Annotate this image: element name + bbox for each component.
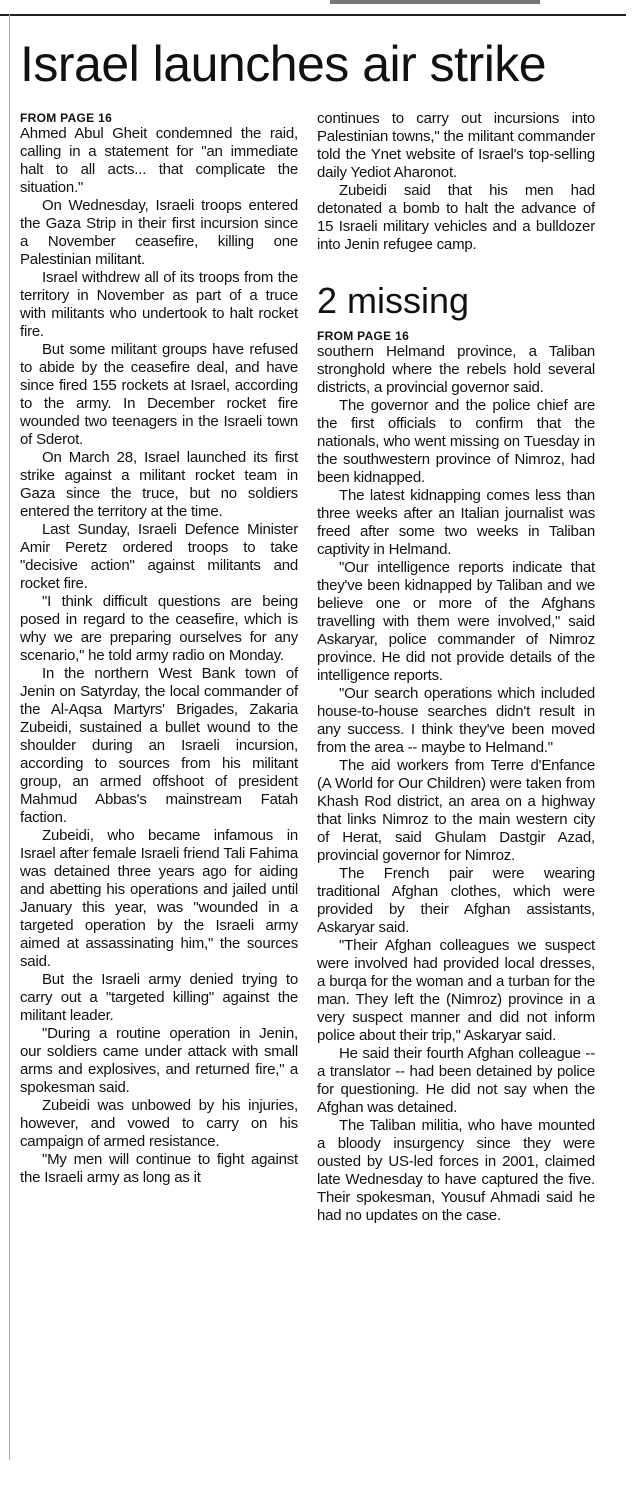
article-paragraph: Ahmed Abul Gheit condemned the raid, calling in a statement for "an immediate halt to all acts... that complicate the situation." — [20, 125, 298, 196]
article-paragraph-continuation: continues to carry out incursions into Palestinian towns," the militant commander told the Ynet website of Israel's top-selling daily Yediot Aharonot. — [317, 110, 595, 181]
article-paragraph-continued: "My men will continue to fight against the Israeli army as long as it — [20, 1151, 298, 1186]
cropped-header-remnant — [330, 0, 540, 4]
article-paragraph: The governor and the police chief are the first officials to confirm that the nationals, who went missing on Tuesday in the southwestern province of Nimroz, had been kidnapped. — [317, 397, 595, 486]
from-page-label: FROM PAGE 16 — [20, 111, 113, 125]
column-right — [317, 110, 595, 1225]
article-paragraph: On March 28, Israel launched its first strike against a militant rocket team in Gaza since the truce, but no soldiers entered the territory at the time. — [20, 449, 298, 520]
top-rule — [0, 14, 626, 16]
article-paragraph: Zubeidi was unbowed by his injuries, however, and vowed to carry on his campaign of armed resistance. — [20, 1097, 298, 1150]
article-paragraph: Zubeidi said that his men had detonated a bomb to halt the advance of 15 Israeli military vehicles and a bulldozer into Jenin refugee camp. — [317, 182, 595, 253]
article-paragraph: "Our intelligence reports indicate that they've been kidnapped by Taliban and we believe one or more of the Afghans travelling with them were involved," said Askaryar, police commander of Nimroz province. He did not provide details of the intelligence reports. — [317, 559, 595, 684]
article-paragraph: The aid workers from Terre d'Enfance (A World for Our Children) were taken from Khash Rod district, an area on a highway that links Nimroz to the main western city of Herat, said Ghulam Dastgir Azad, provincial governor for Nimroz. — [317, 757, 595, 864]
article-paragraph: The Taliban militia, who have mounted a bloody insurgency since they were ousted by US-led forces in 2001, claimed late Wednesday to have captured the five. Their spokesman, Yousuf Ahmadi said he had no updates on the case. — [317, 1117, 595, 1224]
article-paragraph: The latest kidnapping comes less than three weeks after an Italian journalist was freed after some two weeks in Taliban captivity in Helmand. — [317, 487, 595, 558]
article-paragraph: "Their Afghan colleagues we suspect were involved had provided local dresses, a burqa for the woman and a turban for the man. They left the (Nimroz) province in a very suspect manner and did not inform police about their trip," Askaryar said. — [317, 937, 595, 1044]
article-paragraph: southern Helmand province, a Taliban stronghold where the rebels hold several districts, a provincial governor said. — [317, 343, 595, 396]
article-paragraph: Zubeidi, who became infamous in Israel after female Israeli friend Tali Fahima was detained three years ago for aiding and abetting his operations and jailed until January this year, was "wounded in a targeted operation by the Israeli army aimed at assassinating him," the sources said. — [20, 827, 298, 970]
article-paragraph: "During a routine operation in Jenin, our soldiers came under attack with small arms and explosives, and returned fire," a spokesman said. — [20, 1025, 298, 1096]
article-paragraph: "Our search operations which included house-to-house searches didn't result in any success. I think they've been moved from the area -- maybe to Helmand." — [317, 685, 595, 756]
article-paragraph: He said their fourth Afghan colleague -- a translator -- had been detained by police for questioning. He did not say when the Afghan was detained. — [317, 1045, 595, 1116]
article-paragraph: On Wednesday, Israeli troops entered the Gaza Strip in their first incursion since a November ceasefire, killing one Palestinian militant. — [20, 197, 298, 268]
article-headline: Israel launches air strike — [20, 36, 547, 92]
article-paragraph: Last Sunday, Israeli Defence Minister Amir Peretz ordered troops to take "decisive action" against militants and rocket fire. — [20, 521, 298, 592]
from-page-label-2: FROM PAGE 16 — [317, 329, 410, 343]
article-paragraph: But the Israeli army denied trying to carry out a "targeted killing" against the militant leader. — [20, 971, 298, 1024]
second-article-headline: 2 missing — [317, 280, 470, 321]
article-paragraph: The French pair were wearing traditional Afghan clothes, which were provided by their Afghan assistants, Askaryar said. — [317, 865, 595, 936]
article-paragraph: But some militant groups have refused to abide by the ceasefire deal, and have since fired 155 rockets at Israel, according to the army. In December rocket fire wounded two teenagers in the Israeli town of Sderot. — [20, 341, 298, 448]
article-paragraph: In the northern West Bank town of Jenin on Satyrday, the local commander of the Al-Aqsa Martyrs' Brigades, Zakaria Zubeidi, sustained a bullet wound to the shoulder during an Israeli incursion, according to sources from his militant group, an armed offshoot of president Mahmud Abbas's mainstream Fatah faction. — [20, 665, 298, 826]
column-left — [20, 110, 298, 1187]
article-paragraph: "I think difficult questions are being posed in regard to the ceasefire, which is why we are preparing ourselves for any scenario," he told army radio on Monday. — [20, 593, 298, 664]
left-column-rule — [9, 14, 10, 1460]
article-paragraph: Israel withdrew all of its troops from the territory in November as part of a truce with militants who undertook to halt rocket fire. — [20, 269, 298, 340]
